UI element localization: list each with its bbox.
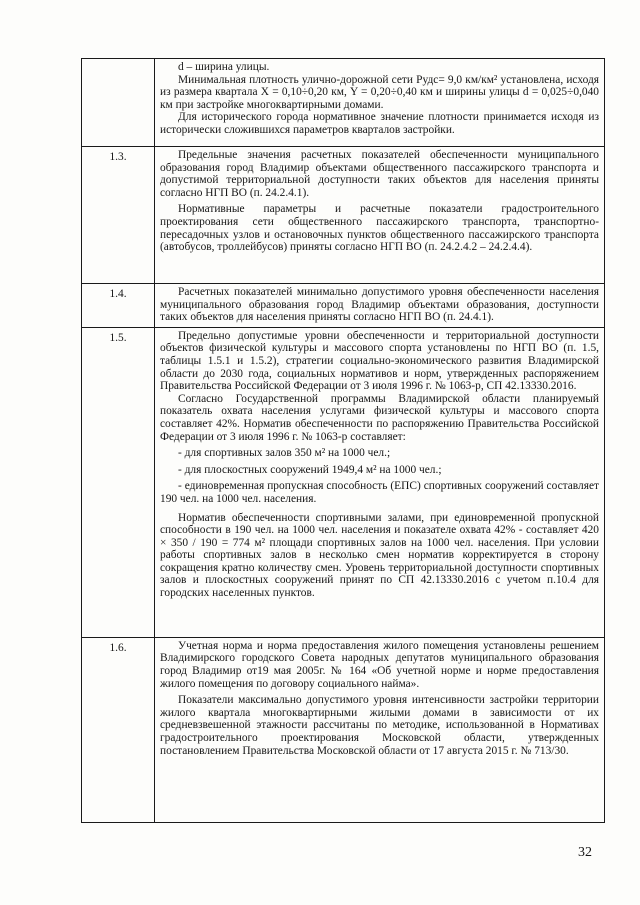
page-number: 32 [578,845,592,860]
row-number: 1.3. [82,147,155,284]
row-number: 1.4. [82,284,155,328]
list-item: - для плоскостных сооружений 1949,4 м² на 1000 чел.; [178,463,442,476]
row-content [155,637,605,822]
row-number: 1.6. [82,637,155,822]
paragraph: Предельные значения расчетных показателей обеспеченности муниципального образования город Владимир объектами общественного пассажирского транспорта и допустимой территориальной доступности таких объектов для населения приняты согласно НГП ВО (п. 24.2.4.1). [160,149,599,199]
paragraph: Согласно Государственной программы Владимирской области планируемый показатель охвата населения услугами физической культуры и массового спорта составляет 42%. Норматив обеспеченности по распоряжению Правительства Российской Федерации от 3 июля 1996 г. № 1063-р составляет: [160,392,599,443]
row-content [155,147,605,284]
paragraph: Нормативные параметры и расчетные показатели градостроительного проектирования сети общественного пассажирского транспорта, транспортно-пересадочных узлов и остановочных пунктов общественного пассажирского транспорта (автобусов, троллейбусов) приняты согласно НГП ВО (п. 24.2.4.2 – 24.2.4.4). [160,203,599,254]
list-item: - единовременная пропускная способность (ЕПС) спортивных сооружений составляет 190 чел. на 1000 чел. населения. [160,480,599,505]
table-row [82,147,605,284]
row-content [155,327,605,637]
row-content [155,59,605,147]
document-table [81,58,605,823]
table-row [82,327,605,637]
paragraph: Норматив обеспеченности спортивными залами, при единовременной пропускной способности в 190 чел. на 1000 чел. населения и показателе охвата 42% - составляет 420 × 350 / 190 = 774 м² площади спортивных залов на 1000 чел. населения. При условии работы спортивных залов в несколько смен норматив корректируется в сторону сокращения кратно количеству смен. Уровень территориальной доступности спортивных залов и плоскостных сооружений принят по СП 42.13330.2016 с учетом п.10.4 для городских населенных пунктов. [160,511,599,600]
row-number [82,59,155,147]
paragraph: Показатели максимально допустимого уровня интенсивности застройки территории жилого квартала многоквартирными жилыми домами в зависимости от их средневзвешенной этажности рассчитаны по методике, использованной в Нормативах градостроительного проектирования Московской области, утвержденных постановлением Правительства Московской области от 17 августа 2015 г. № 713/30. [160,694,599,757]
paragraph: Для исторического города нормативное значение плотности принимается исходя из исторически сложившихся параметров кварталов застройки. [160,111,599,136]
paragraph: Минимальная плотность улично-дорожной сети Pудс= 9,0 км/км² установлена, исходя из размера квартала X = 0,10÷0,20 км, Y = 0,20÷0,40 км и ширины улицы d = 0,025÷0,040 км при застройке многоквартирными домами. [160,73,599,111]
row-number: 1.5. [82,327,155,637]
table-row [82,59,605,147]
row-content [155,284,605,328]
table-row [82,284,605,328]
table-row [82,637,605,822]
paragraph: d – ширина улицы. [178,61,270,73]
paragraph: Расчетных показателей минимально допустимого уровня обеспеченности населения муниципального образования город Владимир объектами образования, доступности таких объектов для населения приняты согласно НГП ВО (п. 24.4.1). [160,286,599,324]
list-item: - для спортивных залов 350 м² на 1000 чел.; [178,447,391,460]
paragraph: Учетная норма и норма предоставления жилого помещения установлены решением Владимирского городского Совета народных депутатов муниципального образования город Владимир от19 мая 2005г. № 164 «Об учетной норме и норме предоставления жилого помещения по договору социального найма». [160,639,599,690]
paragraph: Предельно допустимые уровни обеспеченности и территориальной доступности объектов физической культуры и массового спорта установлены по НГП ВО (п. 1.5, таблицы 1.5.1 и 1.5.2), стратегии социально-экономического развития Владимирской области до 2030 года, социальных нормативов и норм, утвержденных распоряжением Правительства Российской Федерации от 3 июля 1996 г. № 1063-р, СП 42.13330.2016. [160,329,599,393]
